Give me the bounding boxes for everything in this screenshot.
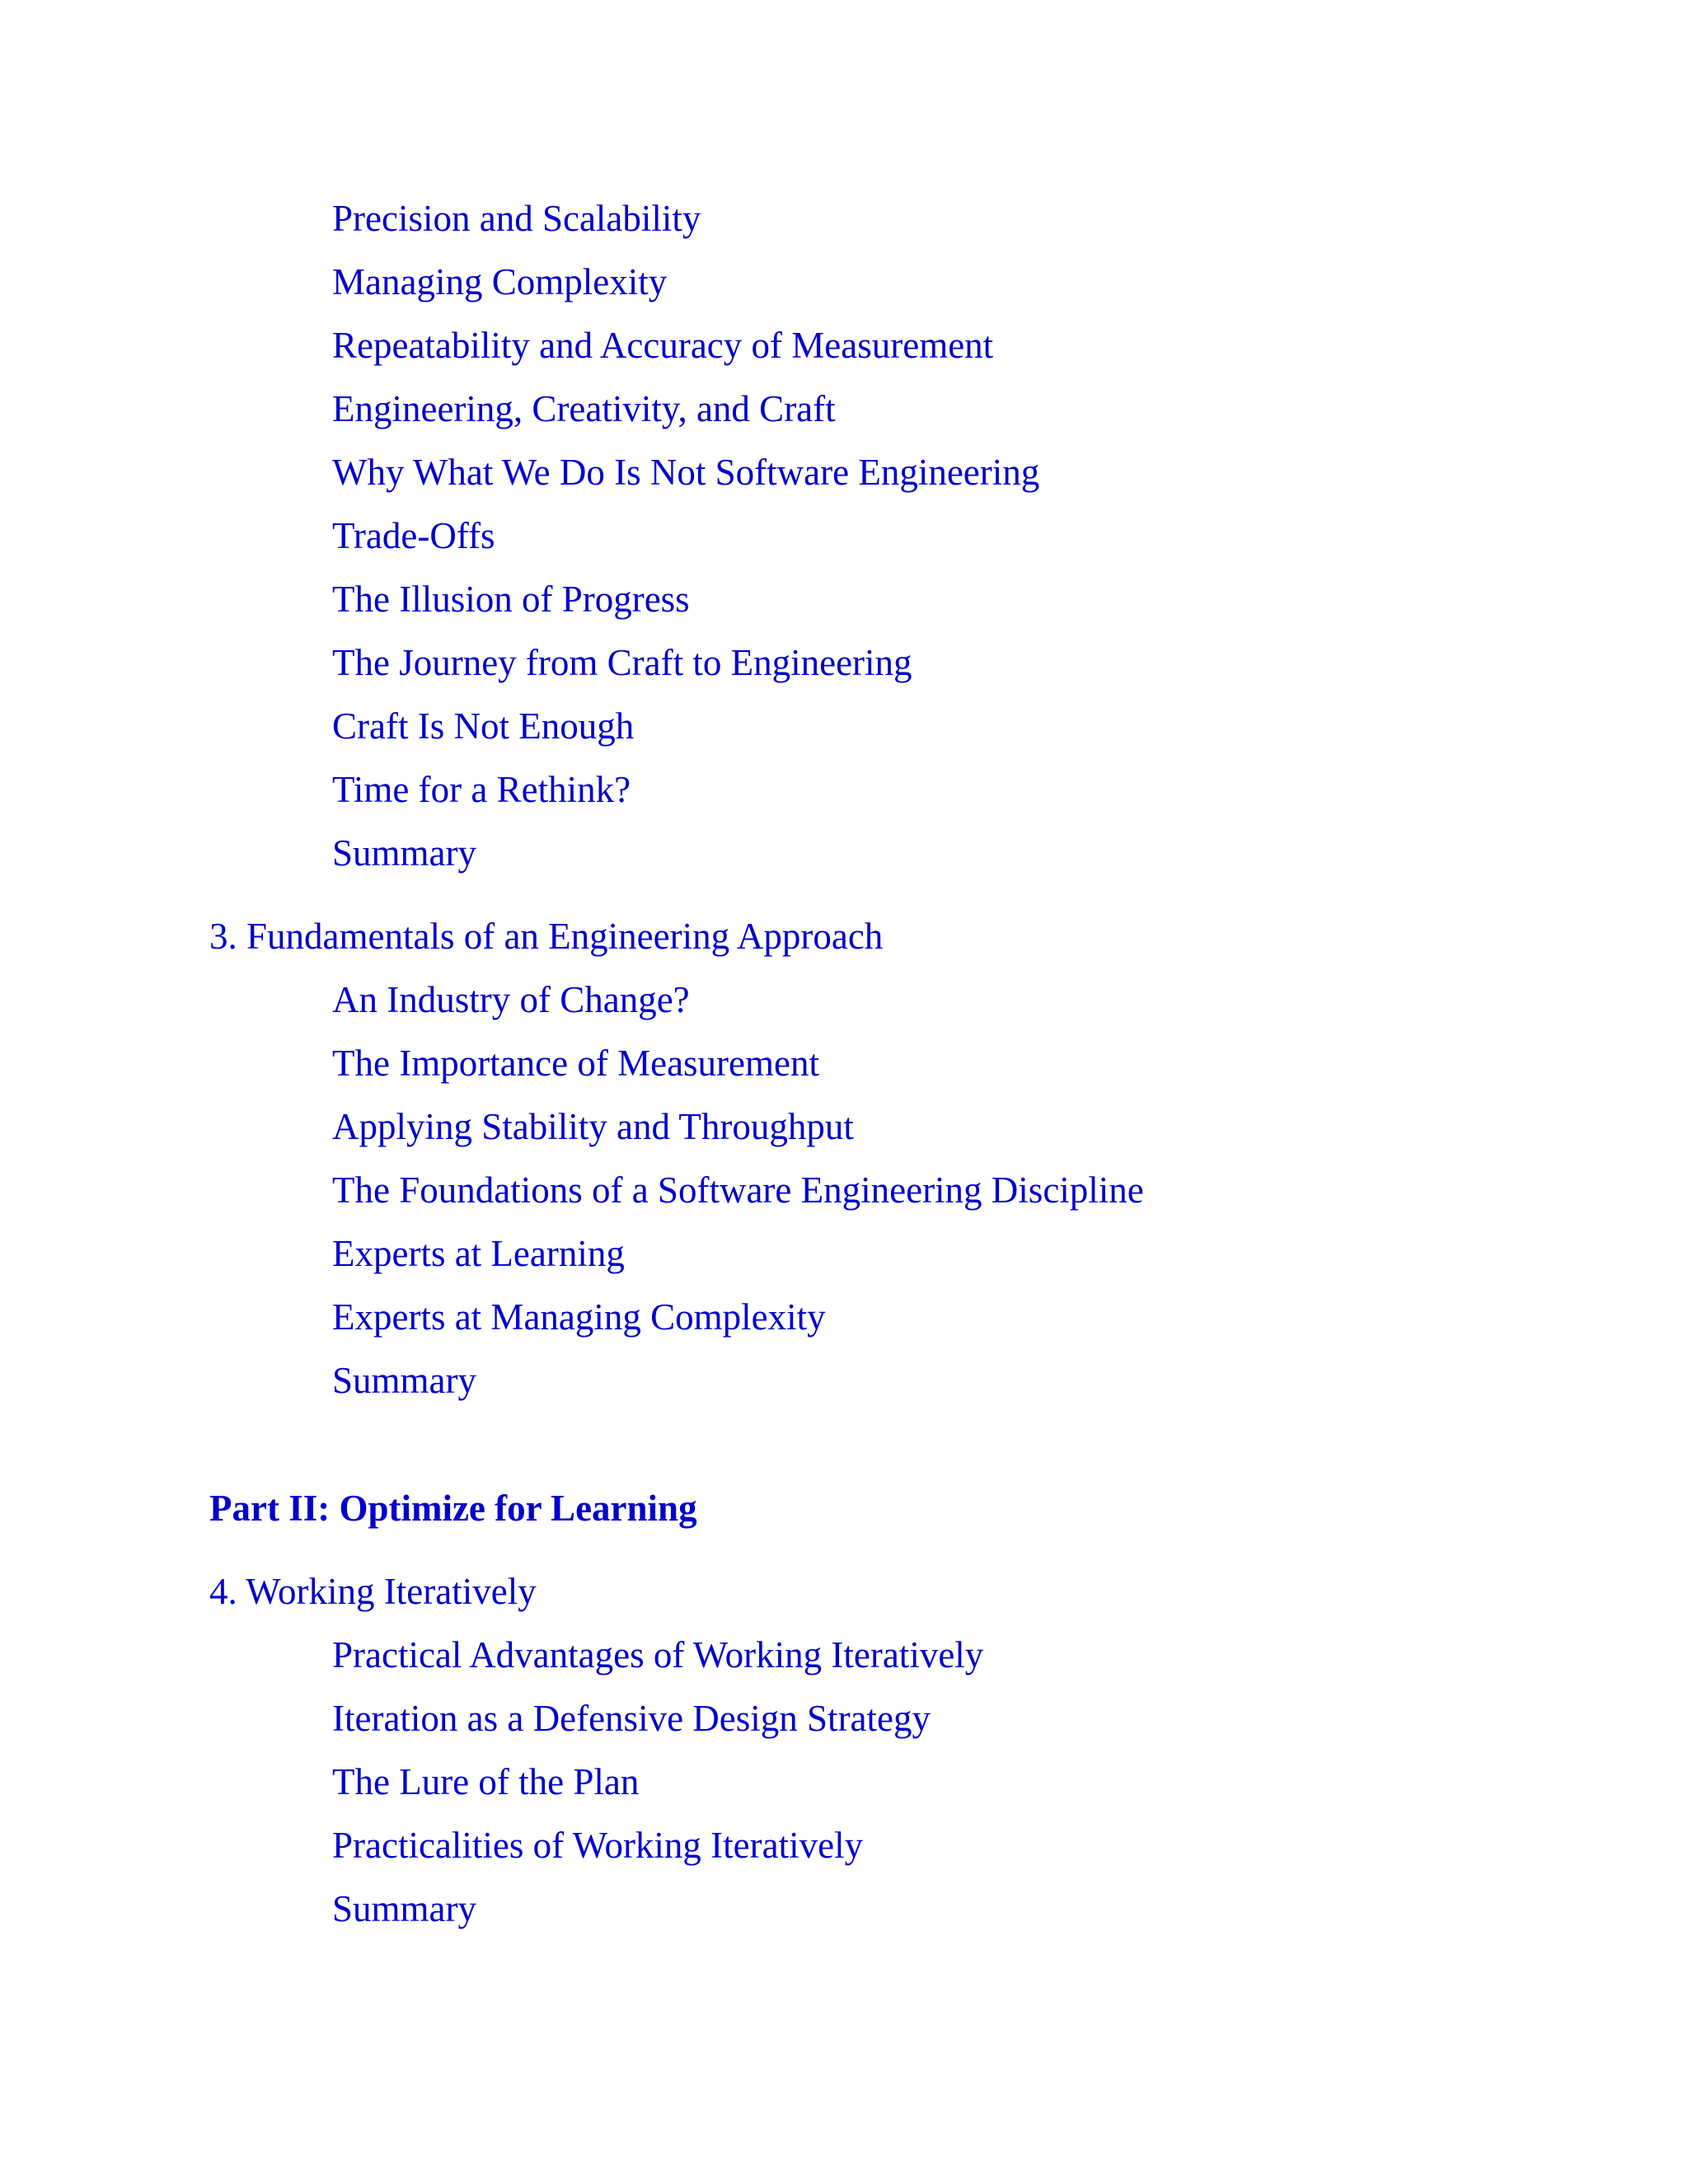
toc-link-summary-ch3[interactable]: Summary — [332, 1360, 476, 1401]
toc-link-stability-throughput[interactable]: Applying Stability and Throughput — [332, 1106, 854, 1147]
toc-link-experts-managing-complexity[interactable]: Experts at Managing Complexity — [332, 1296, 826, 1338]
toc-link-experts-at-learning[interactable]: Experts at Learning — [332, 1233, 625, 1274]
toc-link-illusion-of-progress[interactable]: The Illusion of Progress — [332, 579, 690, 620]
toc-link-importance-of-measurement[interactable]: The Importance of Measurement — [332, 1043, 819, 1084]
toc-link-practicalities[interactable]: Practicalities of Working Iteratively — [332, 1825, 864, 1866]
toc-link-summary-ch2[interactable]: Summary — [332, 832, 476, 874]
toc-link-chapter-3[interactable]: 3. Fundamentals of an Engineering Approach — [209, 916, 884, 957]
toc-link-trade-offs[interactable]: Trade-Offs — [332, 515, 495, 556]
toc-link-lure-of-the-plan[interactable]: The Lure of the Plan — [332, 1761, 640, 1802]
toc-link-part-2[interactable]: Part II: Optimize for Learning — [209, 1488, 697, 1529]
toc-link-practical-advantages[interactable]: Practical Advantages of Working Iteratively — [332, 1634, 984, 1675]
toc-link-precision-and-scalability[interactable]: Precision and Scalability — [332, 198, 701, 239]
toc-link-time-for-a-rethink[interactable]: Time for a Rethink? — [332, 769, 631, 810]
toc-link-defensive-design[interactable]: Iteration as a Defensive Design Strategy — [332, 1698, 931, 1739]
toc-link-journey-craft-to-engineering[interactable]: The Journey from Craft to Engineering — [332, 642, 912, 683]
toc-link-foundations-discipline[interactable]: The Foundations of a Software Engineering Discipline — [332, 1169, 1144, 1211]
toc-link-why-not-software-engineering[interactable]: Why What We Do Is Not Software Engineering — [332, 452, 1040, 493]
toc-link-repeatability-accuracy[interactable]: Repeatability and Accuracy of Measurement — [332, 325, 994, 366]
toc-link-engineering-creativity-craft[interactable]: Engineering, Creativity, and Craft — [332, 388, 836, 429]
toc-link-craft-is-not-enough[interactable]: Craft Is Not Enough — [332, 705, 635, 747]
toc-link-summary-ch4[interactable]: Summary — [332, 1888, 476, 1929]
toc-link-industry-of-change[interactable]: An Industry of Change? — [332, 979, 690, 1020]
toc-link-chapter-4[interactable]: 4. Working Iteratively — [209, 1571, 537, 1612]
toc-link-managing-complexity[interactable]: Managing Complexity — [332, 261, 668, 302]
